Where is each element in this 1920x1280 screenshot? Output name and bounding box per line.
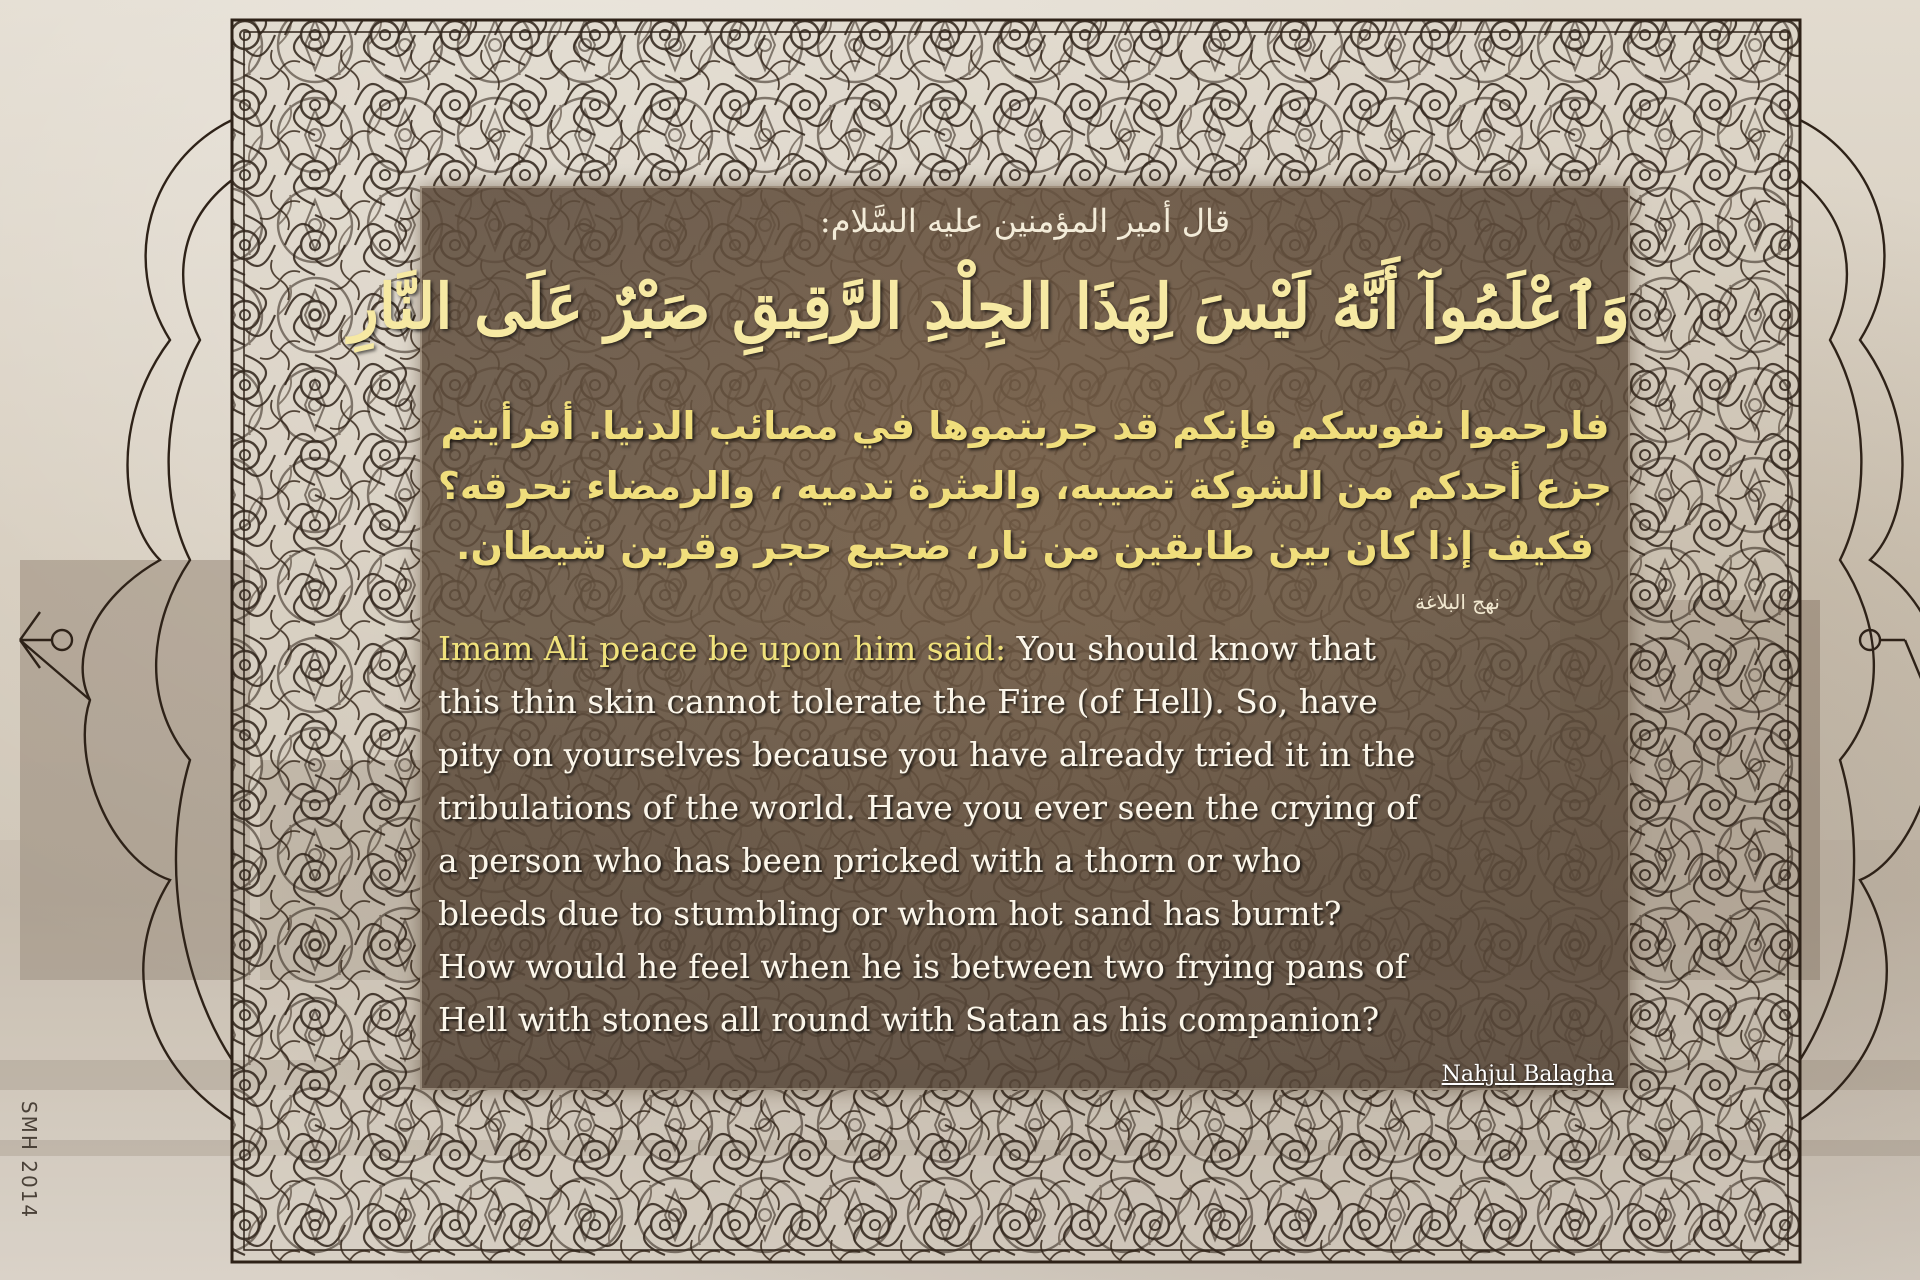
english-line: bleeds due to stumbling or whom hot sand has burnt? [438, 894, 1342, 933]
english-line: this thin skin cannot tolerate the Fire (of Hell). So, have [438, 682, 1378, 721]
english-line: tribulations of the world. Have you ever seen the crying of [438, 788, 1419, 827]
arabic-quote-line: فكيف إذا كان بين طابقين من نار، ضجيع حجر وقرين شيطان. [456, 524, 1594, 568]
english-line: You should know that [1006, 629, 1376, 668]
quote-panel [348, 186, 1630, 1090]
english-line: How would he feel when he is between two frying pans of [438, 947, 1407, 986]
arabic-source: نهج البلاغة [1415, 590, 1500, 614]
english-source: Nahjul Balagha [1441, 1062, 1614, 1087]
english-heading: Imam Ali peace be upon him said: [438, 629, 1007, 668]
english-translation [438, 622, 1618, 1046]
english-line: a person who has been pricked with a thorn or who [438, 841, 1302, 880]
arabic-quote-line: فارحموا نفوسكم فإنكم قد جربتموها في مصائب الدنيا. أفرأيتم [440, 404, 1610, 448]
arabic-quote-line: جزع أحدكم من الشوكة تصيبه، والعثرة تدميه ، والرمضاء تحرقه؟ [437, 464, 1613, 508]
arabic-intro: قال أمير المؤمنين عليه السَّلام: [819, 202, 1231, 240]
artist-signature: SMH 2014 [17, 1100, 41, 1220]
english-line: pity on yourselves because you have already tried it in the [438, 735, 1416, 774]
arabic-main-quote: وَٱعْلَمُوآ أَنَّهُ لَيْسَ لِهَذَا الجِلْدِ الرَّقِيقِ صَبْرٌ عَلَى النَّارِ [348, 270, 1630, 343]
english-line-first [438, 622, 1618, 675]
english-line: Hell with stones all round with Satan as his companion? [438, 1000, 1380, 1039]
